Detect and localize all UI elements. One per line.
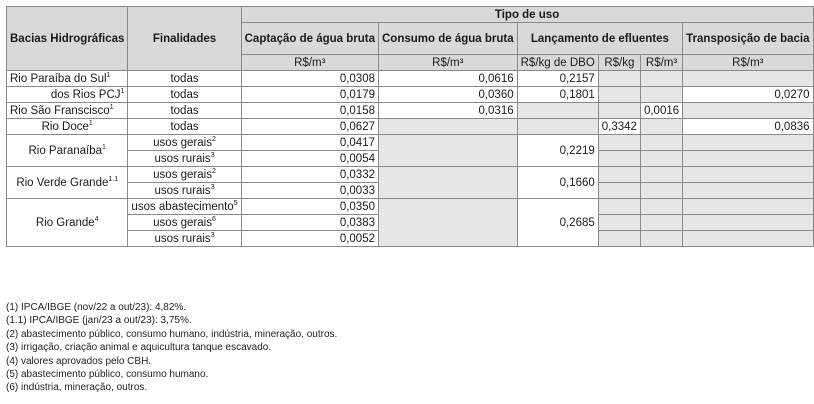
bacia-cell: dos Rios PCJ$^1$ (7, 87, 128, 103)
footnote: (4) valores aprovados pelo CBH. (6, 355, 152, 367)
bacia-cell: Rio Grande$^4$ (7, 199, 128, 247)
empty-cell (379, 135, 518, 167)
captacao-cell: 0,0308 (241, 71, 378, 87)
empty-cell (598, 231, 640, 247)
empty-cell (683, 231, 813, 247)
consumo-cell: 0,0316 (379, 103, 518, 119)
empty-cell (640, 135, 682, 151)
table-row (7, 71, 814, 87)
footnote: (3) irrigação, criação animal e aquicultura tanque escavado. (6, 342, 272, 354)
footnote: (5) abastecimento público, consumo humano. (6, 369, 209, 381)
footnotes (6, 301, 337, 395)
unit-transposicao: R$/m³ (683, 55, 813, 71)
finalidade-cell: usos rurais$^3$ (128, 183, 241, 199)
empty-cell (598, 151, 640, 167)
empty-cell (640, 87, 682, 103)
empty-cell (379, 167, 518, 199)
table-row (7, 135, 814, 151)
bacia-cell: Rio Paraíba do Sul$^1$ (7, 71, 128, 87)
header-bacias: Bacias Hidrográficas (7, 7, 128, 71)
bacia-cell: Rio Paranaíba$^1$ (7, 135, 128, 167)
finalidade-cell: usos gerais$^6$ (128, 215, 241, 231)
unit-kg: R$/kg (598, 55, 640, 71)
table-row (7, 87, 814, 103)
empty-cell (683, 183, 813, 199)
unit-dbo: R$/kg de DBO (517, 55, 598, 71)
empty-cell (598, 135, 640, 151)
header-consumo: Consumo de água bruta (379, 23, 518, 55)
header-tipo-de-uso: Tipo de uso (241, 7, 813, 23)
empty-cell (683, 151, 813, 167)
captacao-cell: 0,0158 (241, 103, 378, 119)
finalidade-cell: usos gerais$^2$ (128, 167, 241, 183)
consumo-cell: 0,0360 (379, 87, 518, 103)
header-transposicao: Transposição de bacia (683, 23, 813, 55)
empty-cell (640, 183, 682, 199)
tariff-table (6, 6, 814, 247)
empty-cell (683, 215, 813, 231)
dbo-cell: 0,2219 (517, 135, 598, 167)
empty-cell (598, 71, 640, 87)
dbo-cell: 0,2685 (517, 199, 598, 247)
unit-captacao: R$/m³ (241, 55, 378, 71)
empty-cell (598, 199, 640, 215)
empty-cell (683, 135, 813, 151)
footnote: (6) indústria, mineração, outros. (6, 382, 148, 394)
empty-cell (598, 103, 640, 119)
finalidade-cell: usos gerais$^2$ (128, 135, 241, 151)
finalidade-cell: usos rurais$^3$ (128, 231, 241, 247)
empty-cell (598, 183, 640, 199)
table-row (7, 167, 814, 183)
captacao-cell: 0,0332 (241, 167, 378, 183)
dbo-cell: 0,2157 (517, 71, 598, 87)
empty-cell (598, 215, 640, 231)
consumo-cell: 0,0616 (379, 71, 518, 87)
captacao-cell: 0,0627 (241, 119, 378, 135)
bacia-cell: Rio São Franscisco$^1$ (7, 103, 128, 119)
empty-cell (640, 71, 682, 87)
header-finalidades: Finalidades (128, 7, 241, 71)
finalidade-cell: todas (128, 87, 241, 103)
header-captacao: Captação de água bruta (241, 23, 378, 55)
empty-cell (640, 119, 682, 135)
empty-cell (683, 167, 813, 183)
empty-cell (598, 167, 640, 183)
empty-cell (640, 215, 682, 231)
empty-cell (683, 103, 813, 119)
captacao-cell: 0,0417 (241, 135, 378, 151)
table-row (7, 103, 814, 119)
empty-cell (598, 87, 640, 103)
empty-cell (640, 151, 682, 167)
table-row (7, 119, 814, 135)
empty-cell (517, 119, 598, 135)
dbo-cell: 0,1801 (517, 87, 598, 103)
captacao-cell: 0,0052 (241, 231, 378, 247)
empty-cell (379, 119, 518, 135)
footnote: (2) abastecimento público, consumo humano, indústria, mineração, outros. (6, 328, 338, 340)
kg-cell: 0,3342 (598, 119, 640, 135)
unit-consumo: R$/m³ (379, 55, 518, 71)
m3-cell: 0,0016 (640, 103, 682, 119)
header-lancamento: Lançamento de efluentes (517, 23, 683, 55)
table-row (7, 199, 814, 215)
captacao-cell: 0,0350 (241, 199, 378, 215)
finalidade-cell: todas (128, 71, 241, 87)
captacao-cell: 0,0179 (241, 87, 378, 103)
empty-cell (517, 103, 598, 119)
finalidade-cell: usos abastecimento$^5$ (128, 199, 241, 215)
bacia-cell: Rio Verde Grande$^{1.1}$ (7, 167, 128, 199)
empty-cell (640, 199, 682, 215)
finalidade-cell: todas (128, 119, 241, 135)
finalidade-cell: todas (128, 103, 241, 119)
captacao-cell: 0,0033 (241, 183, 378, 199)
footnote: (1.1) IPCA/IBGE (jan/23 a out/23): 3,75%. (6, 315, 192, 327)
dbo-cell: 0,1660 (517, 167, 598, 199)
empty-cell (640, 231, 682, 247)
footnote: (1) IPCA/IBGE (nov/22 a out/23): 4,82%. (6, 302, 187, 313)
empty-cell (640, 167, 682, 183)
transposicao-cell: 0,0836 (683, 119, 813, 135)
captacao-cell: 0,0383 (241, 215, 378, 231)
transposicao-cell: 0,0270 (683, 87, 813, 103)
empty-cell (379, 199, 518, 247)
empty-cell (683, 71, 813, 87)
unit-m3: R$/m³ (640, 55, 682, 71)
empty-cell (683, 199, 813, 215)
bacia-cell: Rio Doce$^1$ (7, 119, 128, 135)
finalidade-cell: usos rurais$^3$ (128, 151, 241, 167)
captacao-cell: 0,0054 (241, 151, 378, 167)
